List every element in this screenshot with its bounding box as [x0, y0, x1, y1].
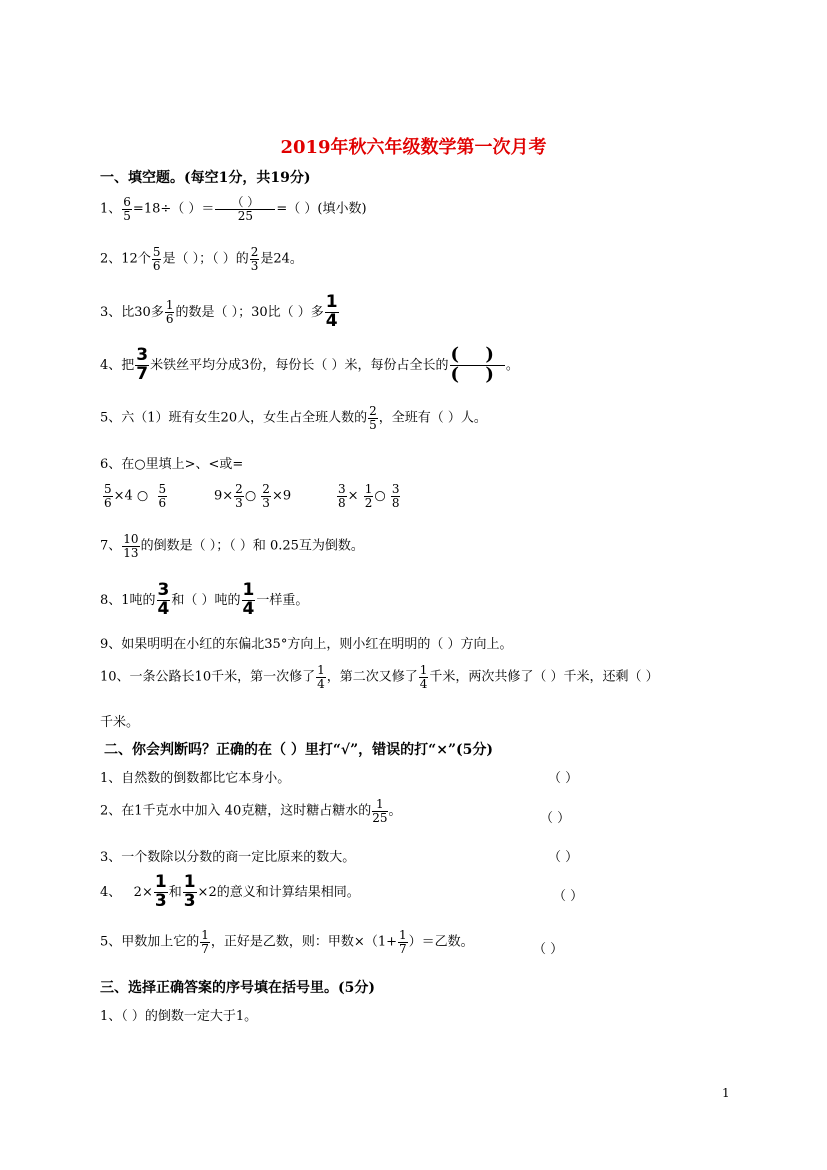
q6c-fraction-1: $\frac{3}{8}$: [338, 482, 346, 510]
q6c-text-1: ×: [347, 488, 359, 504]
q10-text-2: ，第二次又修了: [326, 669, 418, 685]
q2-text-3: 是24。: [260, 251, 303, 267]
q2-text-2: 是（ ）；（ ）的: [162, 251, 249, 267]
q6a-fraction-1: $\frac{5}{6}$: [104, 482, 112, 510]
q3-fraction-2: $\frac{1}{4}$: [325, 292, 338, 331]
judge-2: [100, 798, 402, 824]
q4-fraction-1: $\frac{3}{7}$: [136, 345, 149, 384]
q8-text-3: 一样重。: [256, 592, 309, 608]
section-2-heading: 二、你会判断吗？正确的在（ ）里打“√”，错误的打“×”(5分): [104, 742, 494, 758]
q10-fraction-1: $\frac{1}{4}$: [317, 663, 325, 691]
j4-fraction-2: $\frac{1}{3}$: [183, 872, 196, 911]
question-3: [100, 294, 340, 331]
q1-fraction-2: $\frac{( )}{25}$: [215, 196, 275, 222]
question-6-a: [102, 483, 168, 509]
q8-text-1: 8、1吨的: [100, 592, 156, 608]
question-5: [100, 405, 487, 431]
j4-text-3: ×2的意义和计算结果相同。: [197, 884, 360, 900]
j5-fraction-2: $\frac{1}{7}$: [398, 928, 407, 956]
judge-5: [100, 929, 474, 955]
q6b-text-2: ○: [244, 488, 257, 504]
section-3-heading: 三、选择正确答案的序号填在括号里。(5分): [100, 980, 375, 996]
q7-text-1: 7、: [100, 538, 122, 554]
q1-text-1: =18÷（ ）＝: [132, 201, 215, 217]
q5-fraction-1: $\frac{2}{5}$: [369, 404, 377, 432]
judge-3-answer-paren: （ ）: [548, 850, 579, 865]
choice-1: 1、（ ）的倒数一定大于1。: [100, 1009, 258, 1024]
judge-1-answer-paren: （ ）: [548, 771, 579, 786]
q6b-text-1: 9×: [214, 488, 234, 504]
j5-fraction-1: $\frac{1}{7}$: [201, 928, 209, 956]
q6c-fraction-2: $\frac{1}{2}$: [364, 482, 373, 510]
q3-text-1: 3、比30多: [100, 304, 164, 320]
q6c-fraction-3: $\frac{3}{8}$: [391, 482, 400, 510]
question-6-b: [214, 483, 291, 509]
q6b-fraction-2: $\frac{2}{3}$: [262, 482, 270, 510]
question-7: [100, 533, 364, 559]
q8-fraction-2: $\frac{1}{4}$: [242, 580, 255, 619]
q10-fraction-2: $\frac{1}{4}$: [419, 663, 428, 691]
q2-text-1: 2、12个: [100, 251, 151, 267]
judge-2-answer-paren: （ ）: [540, 811, 571, 826]
j4-fraction-1: $\frac{1}{3}$: [154, 872, 167, 911]
j2-text-1: 2、在1千克水中加入 40克糖，这时糖占糖水的: [100, 803, 372, 819]
page-title: 2019年秋六年级数学第一次月考: [280, 137, 547, 158]
j2-fraction-1: $\frac{1}{25}$: [372, 797, 388, 825]
j2-text-2: 。: [388, 803, 402, 819]
q1-fraction-1: $\frac{6}{5}$: [123, 195, 131, 223]
question-10: [100, 664, 659, 690]
j5-text-3: ）＝乙数。: [408, 934, 474, 950]
q7-fraction-1: $\frac{10}{13}$: [123, 532, 139, 560]
j4-text-1: 4、 2×: [100, 884, 153, 900]
question-8: [100, 582, 308, 619]
q6a-fraction-2: $\frac{5}{6}$: [158, 482, 167, 510]
j5-text-2: ，正好是乙数，则：甲数×（1+: [210, 934, 397, 950]
q4-text-2: 米铁丝平均分成3份，每份长（ ）米，每份占全长的: [150, 357, 449, 373]
question-6-instruction: 6、在○里填上>、<或=: [100, 457, 244, 472]
judge-4: [100, 874, 360, 911]
q3-text-2: 的数是（ ）；30比（ ）多: [175, 304, 324, 320]
question-6-c: [336, 483, 401, 509]
q7-text-2: 的倒数是（ ）；（ ）和 0.25互为倒数。: [140, 538, 364, 554]
q2-fraction-1: $\frac{5}{6}$: [152, 245, 161, 273]
question-10-continued: 千米。: [100, 715, 140, 730]
q4-fraction-2: $\frac{( )}{( )}$: [450, 344, 504, 385]
q10-text-3: 千米，两次共修了（ ）千米，还剩（ ）: [429, 669, 659, 685]
q3-fraction-1: $\frac{1}{6}$: [165, 298, 174, 326]
q1-number: 1、: [100, 201, 122, 217]
section-1-heading: 一、填空题。(每空1分，共19分): [100, 170, 311, 186]
question-9: 9、如果明明在小红的东偏北35°方向上，则小红在明明的（ ）方向上。: [100, 637, 513, 652]
q6b-fraction-1: $\frac{2}{3}$: [235, 482, 243, 510]
judge-3: 3、一个数除以分数的商一定比原来的数大。: [100, 850, 356, 865]
question-4: [100, 346, 519, 385]
q5-text-1: 5、六（1）班有女生20人，女生占全班人数的: [100, 410, 368, 426]
q8-fraction-1: $\frac{3}{4}$: [157, 580, 170, 619]
q10-text-1: 10、一条公路长10千米，第一次修了: [100, 669, 316, 685]
question-2: [100, 246, 303, 272]
page-number: 1: [722, 1086, 730, 1100]
judge-5-answer-paren: （ ）: [533, 942, 564, 957]
q6b-text-3: ×9: [271, 488, 292, 504]
j4-text-2: 和: [168, 884, 182, 900]
q6c-text-2: ○: [374, 488, 386, 504]
q4-text-3: 。: [505, 357, 519, 373]
judge-4-answer-paren: （ ）: [553, 889, 584, 904]
judge-1: 1、自然数的倒数都比它本身小。: [100, 771, 291, 786]
question-1: [100, 196, 367, 222]
q4-text-1: 4、把: [100, 357, 135, 373]
q5-text-2: ，全班有（ ）人。: [378, 410, 487, 426]
q2-fraction-2: $\frac{2}{3}$: [250, 245, 259, 273]
q6a-text: ×4 ○: [113, 488, 149, 504]
q8-text-2: 和（ ）吨的: [171, 592, 241, 608]
j5-text-1: 5、甲数加上它的: [100, 934, 200, 950]
q1-text-2: =（ ）(填小数): [276, 201, 367, 217]
